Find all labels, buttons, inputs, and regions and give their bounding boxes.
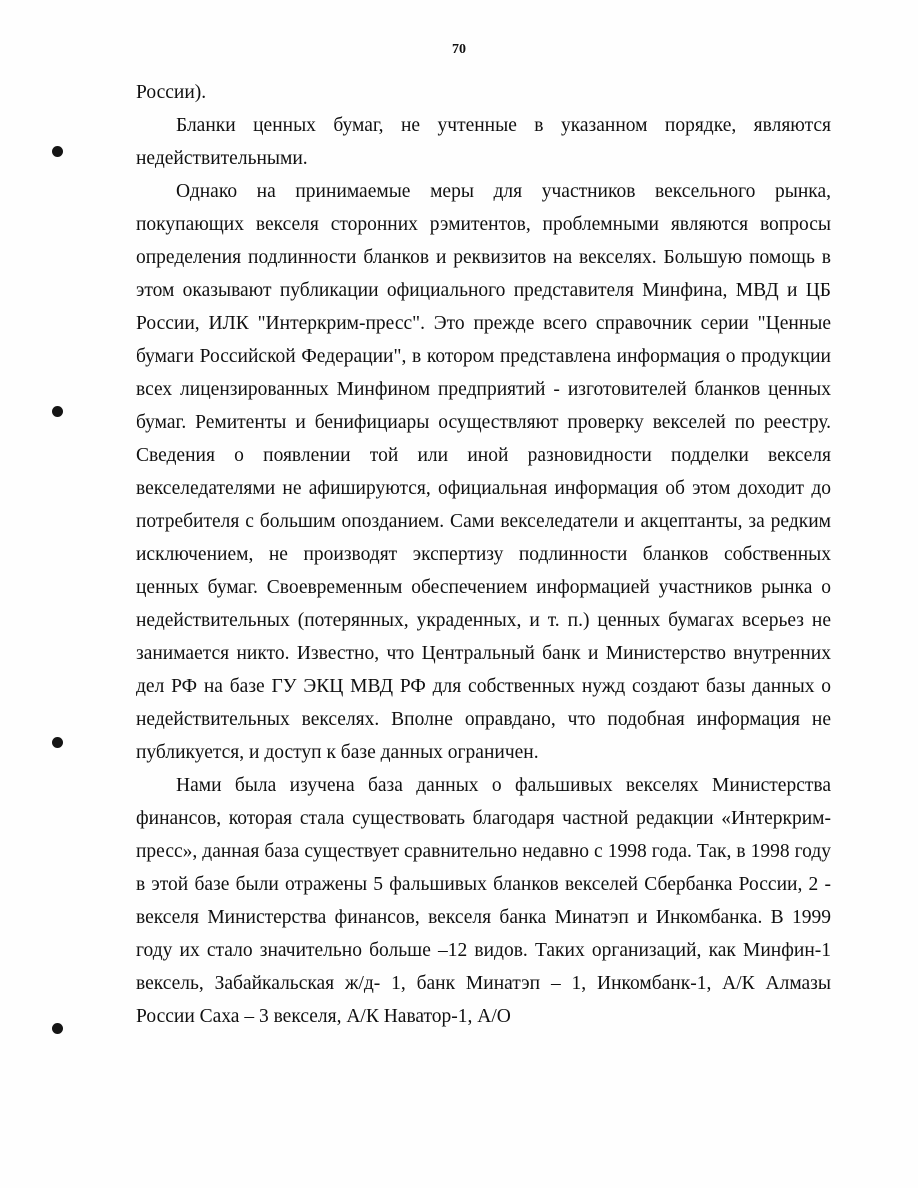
page-number: 70: [452, 42, 466, 57]
body-text: [136, 76, 831, 1033]
binding-hole-mark: [52, 406, 63, 417]
paragraph: Нами была изучена база данных о фальшивых векселях Министерства финансов, которая стала существовать благодаря частной редакции «Интеркрим-пресс», данная база существует сравнительно недавно с 1998 года. Так, в 1998 году в этой базе были отражены 5 фальшивых бланков векселей Сбербанка России, 2 - векселя Министерства финансов, векселя банка Минатэп и Инкомбанка. В 1999 году их стало значительно больше –12 видов. Таких организаций, как Минфин-1 вексель, Забайкальская ж/д- 1, банк Минатэп – 1, Инкомбанк-1, А/К Алмазы России Саха – 3 векселя, А/К Наватор-1, А/О: [136, 775, 831, 1027]
binding-hole-mark: [52, 737, 63, 748]
paragraph-continuation: России).: [136, 82, 207, 103]
paragraph: Бланки ценных бумаг, не учтенные в указанном порядке, являются недействительными.: [136, 115, 831, 169]
binding-hole-mark: [52, 1023, 63, 1034]
paragraph: Однако на принимаемые меры для участников вексельного рынка, покупающих векселя сторонних рэмитентов, проблемными являются вопросы определения подлинности бланков и реквизитов на векселях. Большую помощь в этом оказывают публикации официального представителя Минфина, МВД и ЦБ России, ИЛК "Интеркрим-пресс". Это прежде всего справочник серии "Ценные бумаги Российской Федерации", в котором представлена информация о продукции всех лицензированных Минфином предприятий - изготовителей бланков ценных бумаг. Ремитенты и бенифициары осуществляют проверку векселей по реестру. Сведения о появлении той или иной разновидности подделки векселя векселедателями не афишируются, официальная информация об этом доходит до потребителя с большим опозданием. Сами векселедатели и акцептанты, за редким исключением, не производят экспертизу подлинности бланков собственных ценных бумаг. Своевременным обеспечением информацией участников рынка о недействительных (потерянных, украденных, и т. п.) ценных бумагах всерьез не занимается никто. Известно, что Центральный банк и Министерство внутренних дел РФ на базе ГУ ЭКЦ МВД РФ для собственных нужд создают базы данных о недействительных векселях. Вполне оправдано, что подобная информация не публикуется, и доступ к базе данных ограничен.: [136, 181, 831, 763]
binding-hole-mark: [52, 146, 63, 157]
